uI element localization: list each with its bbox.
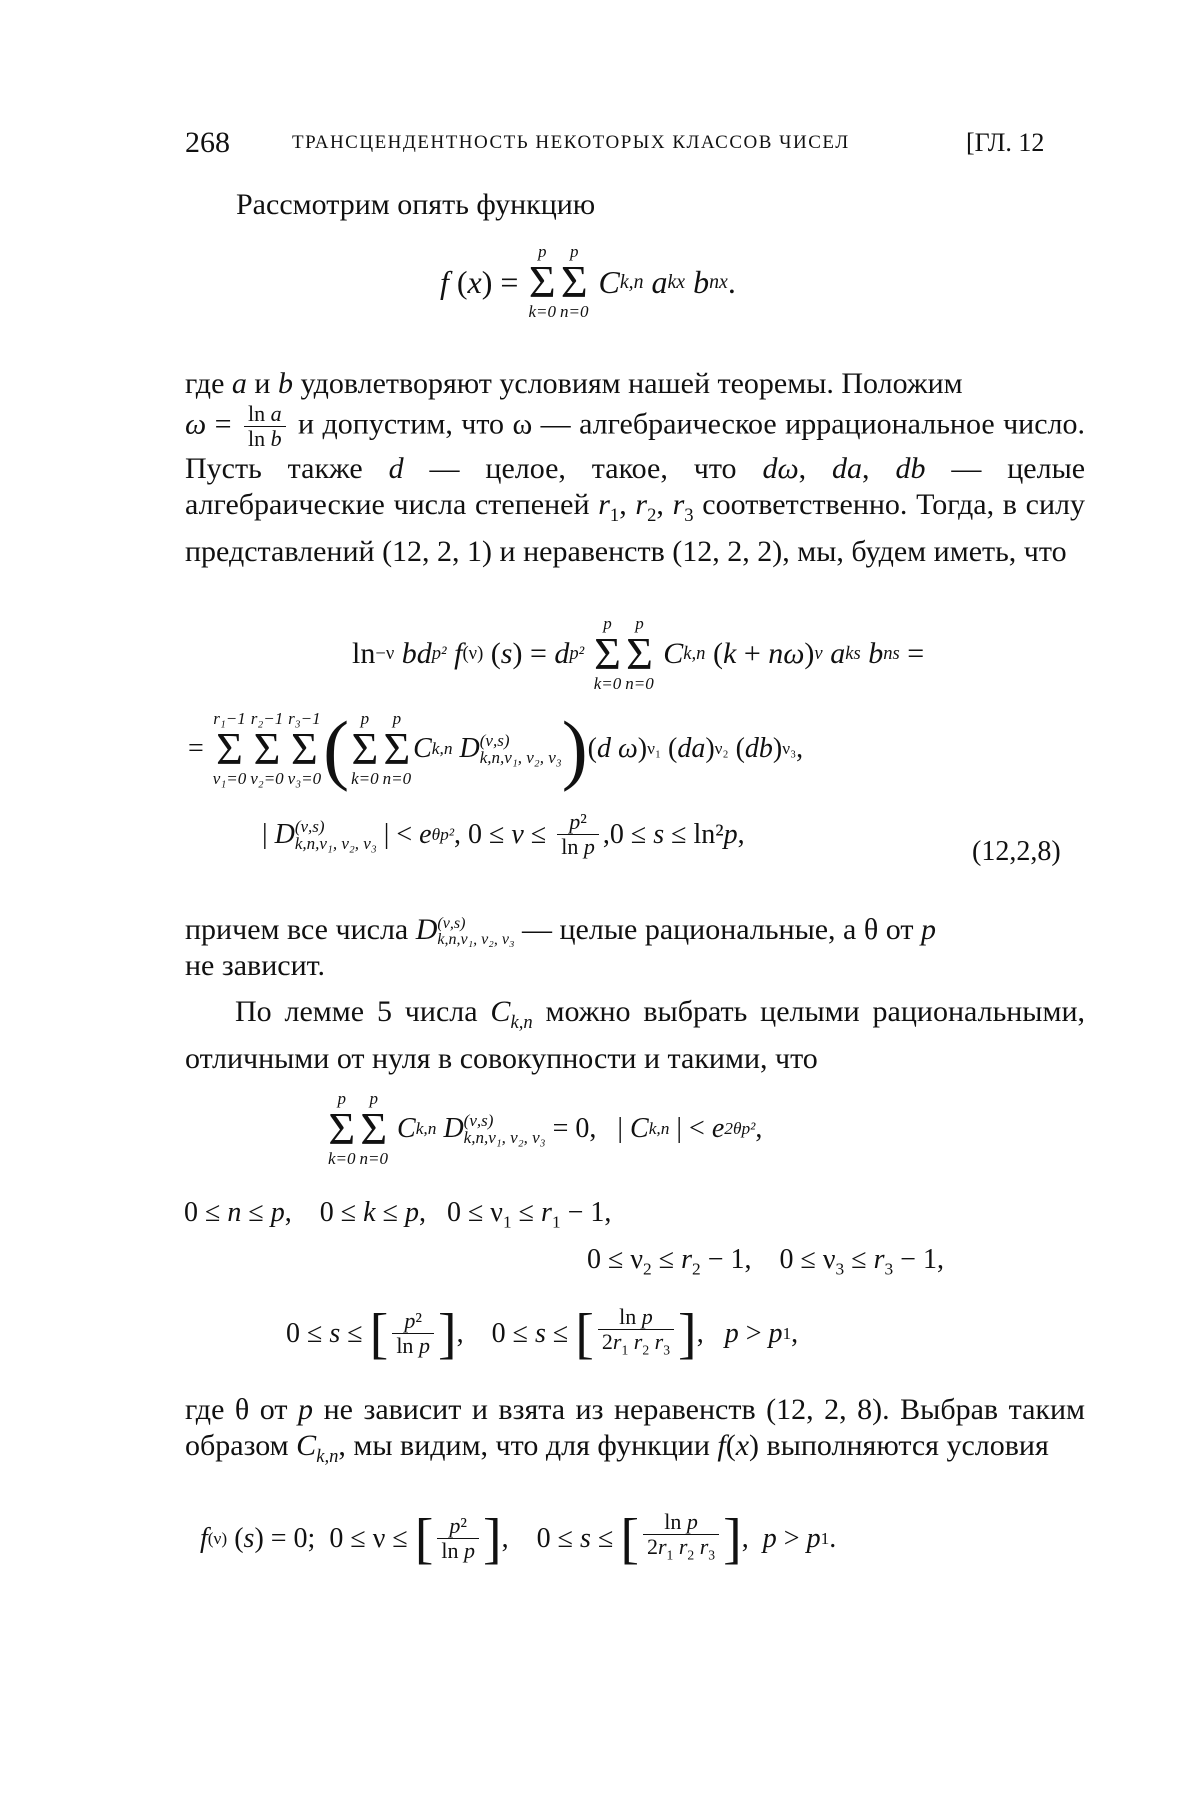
- formula-ln-derivative: ln −ν bd p² f (ν) ( s ) = d p² p Σ k=0 p Σ n=0 C k,n ( k + nω ) ν a ks b ns =: [352, 614, 925, 693]
- sum-operator: r₃−1 Σ ν₃=0: [287, 709, 322, 788]
- sum-operator: p Σ k=0: [351, 709, 379, 788]
- paragraph-lemma: По лемме 5 числа $C_{k,n}$ можно выбрать целыми рациональными, отличными от нуля в совокупности и такими, что: [185, 995, 1086, 1075]
- fraction-p2-ln-p: $\frac{\text{p²}}{\text{ln p}}$: [557, 810, 599, 859]
- paragraph-integers: причем все числа D (ν,s) k,n,ν₁, ν₂, ν₃ — целые рациональные, а θ от p не зависит.: [185, 913, 936, 983]
- fraction-p2-ln-p: $\frac{\text{p²}}{\text{ln p}}$: [392, 1309, 434, 1358]
- formula-fx: f ( x ) = p Σ k=0 p Σ n=0 C k,n a kx b nx .: [440, 242, 736, 321]
- running-title: ТРАНСЦЕНДЕНТНОСТЬ НЕКОТОРЫХ КЛАССОВ ЧИСЕЛ: [292, 132, 850, 153]
- formula-zero-sum: p Σ k=0 p Σ n=0 C k,n D (ν,s) k,n,ν₁, ν₂, ν₃ = 0, | C k,n | < e 2θp² ,: [328, 1089, 763, 1168]
- sum-operator: p Σ k=0: [528, 242, 556, 321]
- equation-number: (12,2,8): [972, 836, 1061, 867]
- sum-operator: p Σ n=0: [359, 1089, 389, 1168]
- fraction-p2-ln-p: $\frac{\text{p²}}{\text{ln p}}$: [437, 1514, 479, 1563]
- formula-ranges-3: 0 ≤ s ≤ [ $\frac{\text{p²}}{\text{ln p}}$ ] , 0 ≤ s ≤ [ $\frac{\text{ln p}}{2r_1 r_2 r_3}$ ] , p > p 1 ,: [286, 1302, 799, 1365]
- paragraph-conclusion: где θ от p не зависит и взята из неравенств (12, 2, 8). Выбрав таким образом $C_{k,n}$, мы видим, что для функции f(x) выполняются условия: [185, 1393, 1086, 1467]
- formula-ranges-1: 0 ≤ n ≤ p, 0 ≤ k ≤ p, $0 \le \nu_1 \le r_1 - 1$,: [184, 1197, 612, 1232]
- intro-text: Рассмотрим опять функцию: [236, 188, 596, 221]
- formula-inequality: | D (ν,s) k,n,ν₁, ν₂, ν₃ | < e θp² , 0 ≤ ν ≤ $\frac{\text{p²}}{\text{ln p}}$ ,0 ≤ s ≤ ln² p ,: [262, 809, 745, 859]
- formula-triple-sum: = r₁−1 Σ ν₁=0 r₂−1 Σ ν₂=0 r₃−1 Σ ν₃=0 ( p Σ k=0 p Σ n=0 C k,n D (ν,s) k,n,ν₁, ν₂, ν₃ ) ( d ω ) ν₁ ( da ) ν₂ ( db ) ν₃ ,: [188, 705, 804, 792]
- sum-operator: p Σ n=0: [382, 709, 412, 788]
- page-number: 268: [185, 126, 230, 159]
- sum-operator: r₂−1 Σ ν₂=0: [250, 709, 284, 788]
- formula-final-conditions: f (ν) ( s ) = 0; 0 ≤ ν ≤ [ $\frac{\text{p²}}{\text{ln p}}$ ] , 0 ≤ s ≤ [ $\frac{\text{ln p}}{2r_1 r_2 r_3}$ ] , p > p 1 .: [200, 1507, 837, 1570]
- sum-operator: r₁−1 Σ ν₁=0: [212, 709, 247, 788]
- fraction-ln-p-2r: $\frac{\text{ln p}}{2r_1 r_2 r_3}$: [598, 1305, 674, 1362]
- fraction-ln-a-ln-b: $\frac{\text{ln a}}{\text{ln b}}$: [244, 402, 286, 451]
- chapter-label: [ГЛ. 12: [966, 128, 1045, 157]
- sum-operator: p Σ n=0: [559, 242, 589, 321]
- sum-operator: p Σ k=0: [328, 1089, 356, 1168]
- formula-ranges-2: $0 \le \nu_2 \le r_2 - 1$, $0 \le \nu_3 \le r_3 - 1$,: [587, 1244, 944, 1279]
- sum-operator: p Σ n=0: [625, 614, 654, 693]
- fraction-ln-p-2r: $\frac{\text{ln p}}{2r_1 r_2 r_3}$: [643, 1510, 719, 1567]
- sum-operator: p Σ k=0: [593, 614, 622, 693]
- paragraph-conditions: где a и b удовлетворяют условиям нашей теоремы. Положим ω = $\frac{\text{ln a}}{\text{ln b}}$ и допустим, что ω — алгебраическое иррациональное число. Пусть также d — целое, такое, что dω, da, db — целые алгебраические числа степеней $r_1$, $r_2$, $r_3$ соответственно. Тогда, в силу представлений (12, 2, 1) и неравенств (12, 2, 2), мы, будем иметь, что: [185, 367, 1086, 568]
